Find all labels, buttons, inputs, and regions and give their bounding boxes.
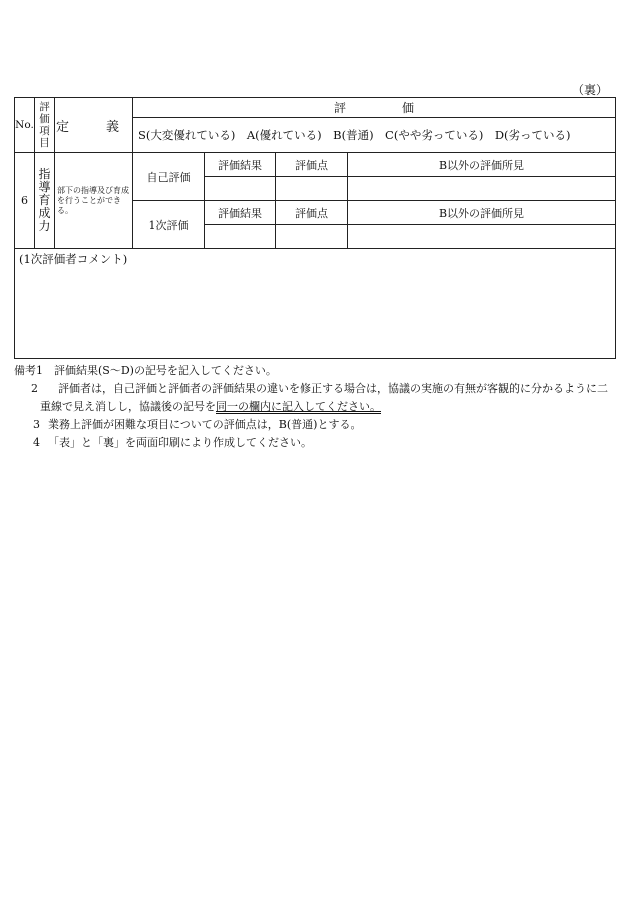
item-header: 評 価 項 目 [35,98,55,153]
first-score-header: 評価点 [276,201,348,225]
grade-scale: S(大変優れている) A(優れている) B(普通) C(やや劣っている) D(劣っている) [133,118,616,153]
notes-prefix: 備考 [14,364,36,377]
row-number: 6 [15,153,35,249]
comment-label: (1次評価者コメント) [19,252,128,266]
first-opinion-header: B以外の評価所見 [348,201,616,225]
self-score-header: 評価点 [276,153,348,177]
self-opinion-header: B以外の評価所見 [348,153,616,177]
definition-header: 定 義 [55,98,133,153]
self-eval-label: 自己評価 [133,153,205,201]
first-score-field[interactable] [276,225,348,249]
item-definition: 部下の指導及び育成を行うことができる。 [55,153,133,249]
comment-box[interactable] [15,249,616,359]
first-eval-label: 1次評価 [133,201,205,249]
note-item-4: 4 「表」と「裏」を両面印刷により作成してください。 [33,436,312,449]
evaluation-table [14,97,616,359]
item-name: 指 導 育 成 力 [35,153,55,249]
first-opinion-field[interactable] [348,225,616,249]
first-result-header: 評価結果 [205,201,276,225]
evaluation-header: 評 価 [133,98,616,118]
notes-section [14,362,614,452]
self-result-field[interactable] [205,177,276,201]
note-item-3: 3 業務上評価が困難な項目についての評価点は，B(普通)とする。 [33,418,362,431]
note-item-2: 2 評価者は，自己評価と評価者の評価結果の違いを修正する場合は，協議の実施の有無が客観的に分かるように二重線で見え消しし，協議後の記号を同一の欄内に記入してください。 [31,382,608,413]
page-side-label: （裏） [571,83,608,97]
note-item-1: 備考1 評価結果(S〜D)の記号を記入してください。 [14,364,277,377]
first-result-field[interactable] [205,225,276,249]
no-header: No. [15,98,35,153]
self-opinion-field[interactable] [348,177,616,201]
self-score-field[interactable] [276,177,348,201]
self-result-header: 評価結果 [205,153,276,177]
